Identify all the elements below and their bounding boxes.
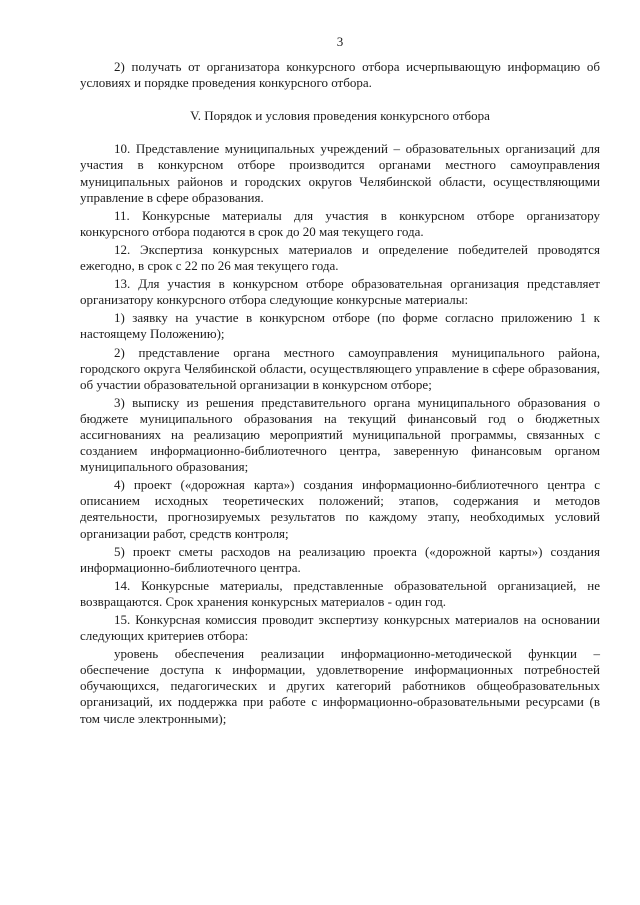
paragraph-13: 13. Для участия в конкурсном отборе образовательная организация представляет организатору конкурсного отбора следующие конкурсные материалы: — [80, 276, 600, 308]
paragraph-13-item-5: 5) проект сметы расходов на реализацию проекта («дорожной карты») создания информационно-библиотечного центра. — [80, 543, 600, 575]
page-number: 3 — [336, 34, 344, 49]
paragraph-12: 12. Экспертиза конкурсных материалов и определение победителей проводятся ежегодно, в срок с 22 по 26 мая текущего года. — [80, 241, 600, 274]
paragraph-15: 15. Конкурсная комиссия проводит экспертизу конкурсных материалов на основании следующих критериев отбора: — [80, 612, 600, 644]
paragraph-13-item-1: 1) заявку на участие в конкурсном отборе (по форме согласно приложению 1 к настоящему Положению); — [80, 310, 600, 342]
paragraph-15-criterion-1: уровень обеспечения реализации информационно-методической функции – обеспечение доступа к информации, удовлетворение информационных потребностей обучающихся, педагогических и других категорий работников общеобразовательных организаций, их поддержка при работе с информационно-образовательными ресурсами (в том числе электронными); — [80, 646, 600, 726]
paragraph-10: 10. Представление муниципальных учреждений – образовательных организаций для участия в конкурсном отборе производится органами местного самоуправления муниципальных районов и городских округов Челябинской области, осуществляющими управление в сфере образования. — [80, 141, 600, 205]
paragraph-11: 11. Конкурсные материалы для участия в конкурсном отборе организатору конкурсного отбора подаются в срок до 20 мая текущего года. — [80, 207, 600, 239]
section-heading: V. Порядок и условия проведения конкурсного отбора — [190, 108, 490, 124]
paragraph-14: 14. Конкурсные материалы, представленные образовательной организацией, не возвращаются. Срок хранения конкурсных материалов - один год. — [80, 577, 600, 609]
paragraph-right-2: 2) получать от организатора конкурсного отбора исчерпывающую информацию об условиях и порядке проведения конкурсного отбора. — [80, 59, 600, 91]
paragraph-13-item-2: 2) представление органа местного самоуправления муниципального района, городского округа Челябинской области, осуществляющего управление в сфере образования, об участии образовательной организации в конкурсном отборе; — [80, 344, 600, 392]
paragraph-13-item-4: 4) проект («дорожная карта») создания информационно-библиотечного центра с описанием исходных теоретических положений; этапов, содержания и методов деятельности, прогнозируемых результатов по каждому этапу, необходимых условий организации работ, средств контроля; — [80, 477, 600, 541]
paragraph-13-item-3: 3) выписку из решения представительного органа муниципального образования о бюджете муниципального образования на текущий финансовый год о бюджетных ассигнованиях на реализацию мероприятий муниципальной программы, связанных с созданием информационно-библиотечного центра, заверенную финансовым органом муниципального образования; — [80, 394, 600, 475]
